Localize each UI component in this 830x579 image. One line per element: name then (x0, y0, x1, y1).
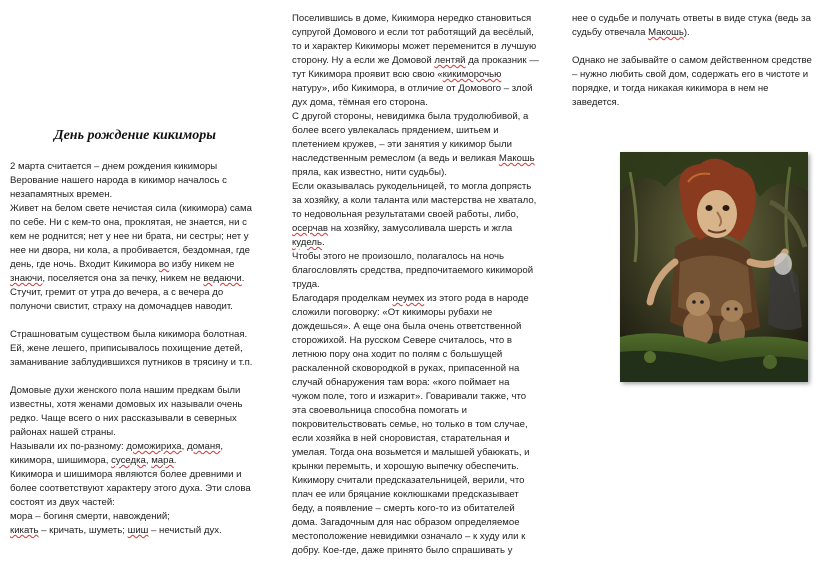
misspelled-word: Макошь (498, 153, 535, 164)
misspelled-word: мара (151, 455, 174, 466)
text-run: пряла, как известно, нити судьбы). (292, 167, 447, 178)
paragraph (292, 110, 540, 180)
text-run: . (322, 237, 325, 248)
misspelled-word: доманя (186, 441, 221, 452)
misspelled-word: кикиморочью (442, 69, 502, 80)
kikimora-doll-photo (620, 152, 808, 382)
text-run: – кричать, шуметь; (38, 525, 128, 536)
text-run: , (145, 455, 152, 466)
text-run: на хозяйку, замусоливала шерсть и жгла (328, 223, 513, 234)
misspelled-word: шиш (127, 525, 149, 536)
text-run: избу никем не (169, 259, 235, 270)
text-run: . (173, 455, 177, 466)
blank-line (10, 314, 260, 328)
text-run: из этого рода в народе сложили поговорку: «От кикиморы рубахи не дождешься». А еще она была очень ответственной сторожихой. На русском Севере считалось, что в летнюю пору она ходит по полям с большущей раскаленной сковородкой в руках, припасенной на случай обнаружения там вора: «кого поймает на чужом поле, того и изжарит». Говаривали также, что эта своевольница способна помогать и покровительствовать семье, но только в том случае, если хозяйка в ней сноровистая, старательная и умелая. Тогда она возьмется и малышей убаюкать, и крынки перемыть, и хорошую выпечку обеспечить. Кикимору считали предсказательницей, верили, что плач ее или бряцание коклюшками предсказывает беду, а появление – смерть кого-то из обитателей дома. Загадочным для нас образом определяемое местоположение невидимки означало – к худу или к добру. Кое-где, даже принято было спрашивать у (292, 293, 530, 556)
blank-line (572, 40, 818, 54)
column-middle (292, 12, 540, 558)
text-run: , (181, 441, 187, 452)
text-run: . Стучит, гремит от утра до вечера, а с вечера до полуночи свистит, страху на домочадцев наводит. (10, 273, 245, 312)
misspelled-word: осерчав (292, 223, 329, 234)
paragraph: мора – богиня смерти, навождений; (10, 511, 170, 522)
paragraph: Домовые духи женского пола нашим предкам были известны, хотя женами домовых их называли очень редко. Чаще всего о них рассказывали в северных районах нашей страны. (10, 385, 243, 438)
column-left (10, 126, 260, 538)
blank-line (10, 370, 260, 384)
text-run: ). (683, 27, 690, 38)
misspelled-word: кикать (10, 525, 39, 536)
text-run: С другой стороны, невидимка была трудолюбивой, а более всего увлекалась прядением, шитьем и плетением кружев, – эти занятия у кикимор были наследственным ремеслом (а ведь и великая (292, 111, 529, 164)
paragraph (572, 12, 818, 40)
misspelled-word: доможириха (126, 441, 182, 452)
paragraph (10, 440, 260, 468)
misspelled-word: кудель (292, 237, 322, 248)
text-run: Поселившись в доме, Кикимора нередко становиться супругой Домового и если тот работящий да весёлый, то и характер Кикиморы может переменится в лучшую сторону. Ну а если же Домовой (292, 13, 537, 66)
paragraph (10, 524, 260, 538)
text-run: , поселяется она за печку, никем не (42, 273, 204, 284)
paragraph (292, 292, 540, 558)
misspelled-word: ведаючи (203, 273, 242, 284)
paragraph (292, 180, 540, 250)
paragraph (10, 202, 260, 314)
misspelled-word: неумех (392, 293, 425, 304)
page-title: День рождение кикиморы (54, 128, 216, 143)
misspelled-word: Макошь (648, 27, 684, 38)
paragraph: Чтобы этого не произошло, полагалось на ночь благословлять средства, предпочитаемого кикиморой труда. (292, 251, 534, 290)
text-run: , кикимора, шишимора, (10, 441, 224, 466)
text-run: Благодаря проделкам (292, 293, 393, 304)
paragraph: Верование нашего народа в кикимор началось с незапамятных времен. (10, 175, 227, 200)
text-run: Живет на белом свете нечистая сила (кикимора) сама по себе. Ни с кем-то она, проклятая, не знается, ни с кем не роднится; нет у нее ни брата, ни сестры; нет у нее ни двора, ни кола, а пробивается, бездомная, где день, где ночь. Входит Кикимора (10, 203, 252, 270)
paragraph: 2 марта считается – днем рождения кикиморы (10, 161, 218, 172)
text-run: Называли их по-разному: (10, 441, 127, 452)
misspelled-word: лентяй (434, 55, 466, 66)
text-run: Если оказывалась рукодельницей, то могла допрясть за хозяйку, а коли таланта или мастерства не хватало, то недовольная результатами своей работы, либо, (292, 181, 537, 220)
misspelled-word: суседка (111, 455, 146, 466)
text-run: да проказник — тут Кикимора проявит всю свою « (292, 55, 539, 80)
paragraph: Однако не забывайте о самом действенном средстве – нужно любить свой дом, содержать его в чистоте и порядке, и тогда никакая кикимора в нем не заведется. (572, 55, 812, 108)
paragraph (292, 12, 540, 110)
text-run: нее о судьбе и получать ответы в виде стука (ведь за судьбу отвечала (572, 13, 811, 38)
paragraph: Кикимора и шишимора являются более древними и более соответствуют характеру этого духа. Эти слова состоят из двух частей: (10, 469, 251, 508)
text-run: натуру», ибо Кикимора, в отличие от Домового – злой дух дома, тёмная его сторона. (292, 83, 533, 108)
misspelled-word: знаючи (10, 273, 43, 284)
paragraph: Страшноватым существом была кикимора болотная. Ей, жене лешего, приписывалось похищение детей, заманивание заблудившихся путников в трясину и т.п. (10, 329, 253, 368)
column-right (572, 12, 818, 110)
text-run: – нечистый дух. (148, 525, 222, 536)
misspelled-word: во (158, 259, 170, 270)
